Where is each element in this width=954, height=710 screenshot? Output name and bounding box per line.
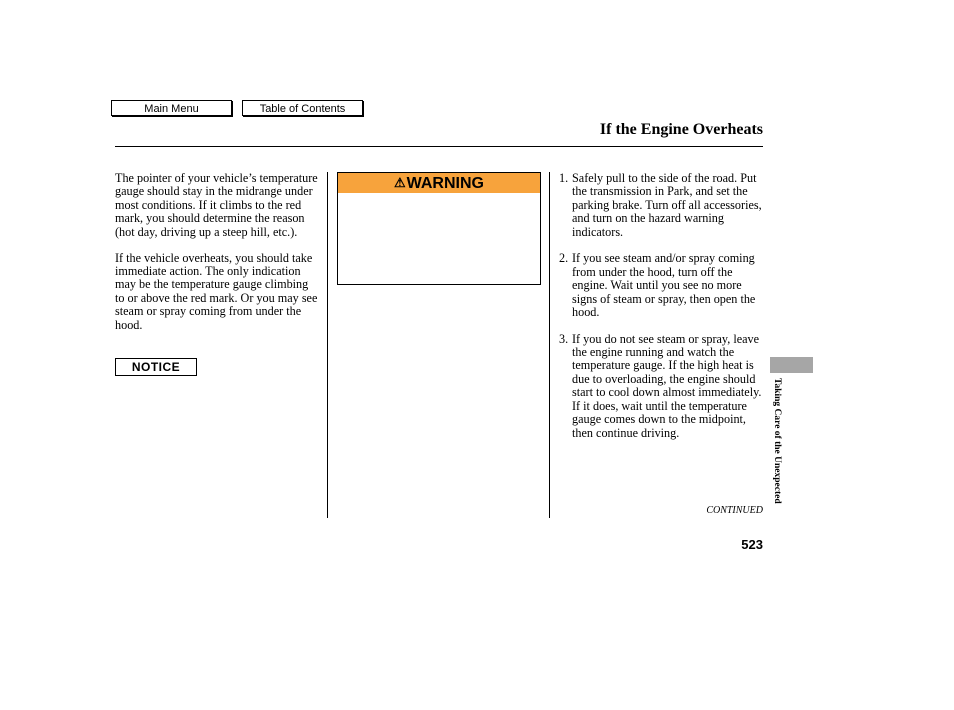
header-divider <box>115 146 763 147</box>
column-divider-right <box>549 172 550 518</box>
step-number: 3. <box>559 331 569 346</box>
warning-box[interactable] <box>337 172 541 285</box>
steps-column <box>559 172 769 453</box>
table-of-contents-button[interactable]: Table of Contents <box>242 100 363 116</box>
column-divider-left <box>327 172 328 518</box>
section-side-label: Taking Care of the Unexpected <box>772 378 782 504</box>
page-title: If the Engine Overheats <box>599 121 763 138</box>
step-number: 2. <box>559 251 569 266</box>
intro-column <box>115 172 320 345</box>
step-item <box>559 333 769 440</box>
step-number: 1. <box>559 171 569 185</box>
section-tab <box>770 357 813 373</box>
warning-triangle-icon: ⚠ <box>394 175 406 190</box>
warning-label: WARNING <box>406 175 484 192</box>
intro-paragraph: The pointer of your vehicle’s temperature gauge should stay in the midrange under most conditions. If it climbs to the red mark, you should determine the reason (hot day, driving up a steep hill, etc.). <box>115 171 318 239</box>
warning-header <box>338 173 540 193</box>
notice-link[interactable]: NOTICE <box>115 358 197 376</box>
continued-label: CONTINUED <box>706 505 763 516</box>
step-text: If you see steam and/or spray coming from under the hood, turn off the engine. Wait until you see no more signs of steam or spray, then open the hood. <box>572 251 756 319</box>
step-item <box>559 172 769 239</box>
page-number: 523 <box>741 537 763 552</box>
step-item <box>559 252 769 319</box>
main-menu-button[interactable]: Main Menu <box>111 100 232 116</box>
overheat-paragraph: If the vehicle overheats, you should take immediate action. The only indication may be the temperature gauge climbing to or above the red mark. Or you may see steam or spray coming from under the hood. <box>115 250 318 332</box>
step-text: If you do not see steam or spray, leave the engine running and watch the temperature gauge. If the high heat is due to overloading, the engine should start to cool down almost immediately. If it does, wait until the temperature gauge comes down to the midpoint, then continue driving. <box>572 331 762 440</box>
step-text: Safely pull to the side of the road. Put the transmission in Park, and set the parking brake. Turn off all accessories, and turn on the hazard warning indicators. <box>572 171 762 239</box>
